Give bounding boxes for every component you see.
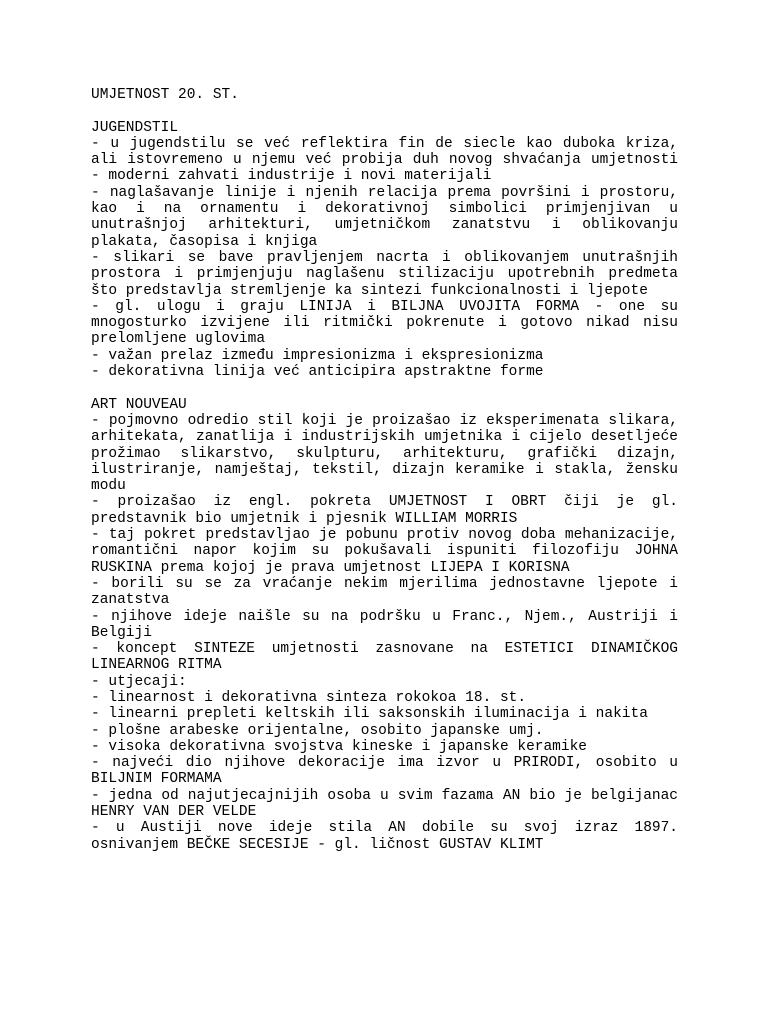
paragraph: - gl. ulogu i graju LINIJA i BILJNA UVOJITA FORMA - one su mnogosturko izvijene ili ritmički pokrenute i gotovo nikad nisu prelomljene uglovima (91, 298, 678, 348)
paragraph: - njihove ideje naišle su na podršku u Franc., Njem., Austriji i Belgiji (91, 608, 678, 641)
paragraph: - slikari se bave pravljenjem nacrta i oblikovanjem unutrašnjih prostora i primjenjuju naglašenu stilizaciju upotrebnih predmeta što predstavlja stremljenje ka sintezi funkcionalnosti i ljepote (91, 249, 678, 299)
section-heading: JUGENDSTIL (91, 119, 179, 136)
paragraph: - naglašavanje linije i njenih relacija prema površini i prostoru, kao i na ornamentu i dekorativnoj simbolici primjenjivan u unutrašnjoj arhitekturi, umjetničkom zanatstvu i oblikovanju plakata, časopisa i knjiga (91, 184, 678, 250)
paragraph: - jedna od najutjecajnijih osoba u svim fazama AN bio je belgijanac HENRY VAN DER VELDE (91, 787, 678, 821)
paragraph: - koncept SINTEZE umjetnosti zasnovane na ESTETICI DINAMIČKOG LINEARNOG RITMA (91, 641, 678, 674)
paragraph: - dekorativna linija već anticipira apstraktne forme (91, 364, 544, 381)
paragraph: - u Austiji nove ideje stila AN dobile su svoj izraz 1897. osnivanjem BEČKE SECESIJE - gl. ličnost GUSTAV KLIMT (91, 820, 678, 853)
paragraph: - linearni prepleti keltskih ili saksonskih iluminacija i nakita (91, 706, 648, 723)
document-title: UMJETNOST 20. ST. (91, 87, 239, 103)
paragraph: - pojmovno odredio stil koji je proizašao iz eksperimenata slikara, arhitekata, zanatlija i industrijskih umjetnika i cijelo desetljeće prožimao slikarstvo, skulpturu, arhitekturu, grafički dizajn, ilustriranje, namještaj, tekstil, dizajn keramike i stakla, žensku modu (91, 412, 678, 495)
paragraph: - važan prelaz između impresionizma i ekspresionizma (91, 347, 544, 364)
paragraph: - proizašao iz engl. pokreta UMJETNOST I OBRT čiji je gl. predstavnik bio umjetnik i pjesnik WILLIAM MORRIS (91, 494, 678, 527)
paragraph: - utjecaji: (91, 673, 187, 690)
paragraph: - u jugendstilu se već reflektira fin de siecle kao duboka kriza, ali istovremeno u njemu već probija duh novog shvaćanja umjetnosti - moderni zahvati industrije i novi materijali (91, 135, 678, 185)
section-heading: ART NOUVEAU (91, 396, 187, 413)
paragraph: - plošne arabeske orijentalne, osobito japanske umj. (91, 722, 544, 739)
section-art-nouveau (91, 397, 678, 853)
paragraph: - borili su se za vraćanje nekim mjerilima jednostavne ljepote i zanatstva (91, 575, 678, 609)
document-page (91, 87, 678, 869)
paragraph: - najveći dio njihove dekoracije ima izvor u PRIRODI, osobito u BILJNIM FORMAMA (91, 755, 678, 788)
paragraph: - taj pokret predstavljao je pobunu protiv novog doba mehanizacije, romantični napor kojim su pokušavali ispuniti filozofiju JOHNA RUSKINA prema kojoj je prava umjetnost LIJEPA I KORISNA (91, 527, 678, 576)
paragraph: - visoka dekorativna svojstva kineske i japanske keramike (91, 738, 587, 755)
section-jugendstil (91, 120, 678, 381)
paragraph: - linearnost i dekorativna sinteza rokokoa 18. st. (91, 689, 527, 706)
